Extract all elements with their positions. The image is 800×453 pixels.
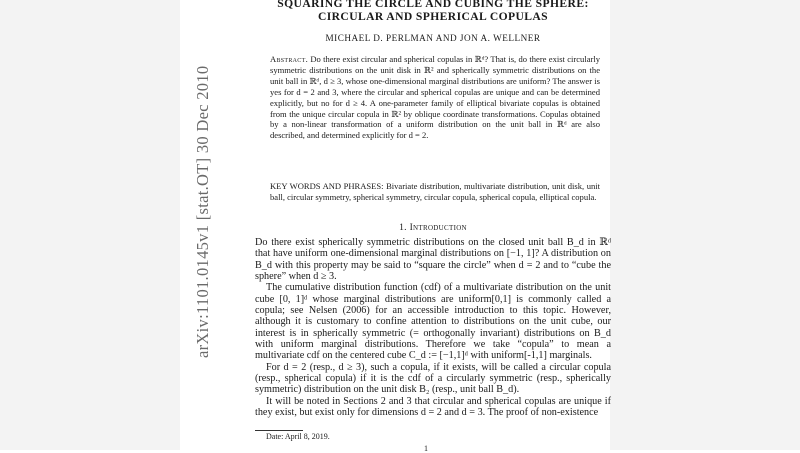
- paper-title-line-2: CIRCULAR AND SPHERICAL COPULAS: [317, 10, 549, 23]
- section-number: 1.: [399, 222, 407, 233]
- arxiv-identifier: arXiv:1101.0145v1 [stat.OT] 30 Dec 2010: [193, 65, 212, 359]
- abstract-text: Do there exist circular and spherical copulas in ℝᵈ? That is, do there exist circularly symmetric distributions on the unit disk in ℝ² and spherically symmetric distributions on the unit ball in ℝᵈ, d ≥ 3, whose one-dimensional marginal distributions are uniform? The answer is yes for d = 2 and 3, where the circular and spherical copulas are unique and can be determined explicitly, but no for d ≥ 4. A one-parameter family of elliptical bivariate copulas is obtained from the unique circular copula in ℝ² by oblique coordinate transformations. Copulas obtained by a non-linear transformation of a uniform distribution on the unit ball in ℝᵈ are also described, and determined explicitly for d = 2.: [270, 54, 600, 141]
- abstract-label: Abstract.: [270, 54, 309, 64]
- section-heading: [255, 222, 611, 233]
- abstract-block: [270, 54, 600, 141]
- footnote-date: Date: April 8, 2019.: [266, 432, 330, 441]
- right-margin-background: [610, 0, 800, 450]
- page-number: 1: [424, 444, 428, 453]
- paper-title-line-1: SQUARING THE CIRCLE AND CUBING THE SPHERE:: [277, 0, 589, 10]
- paper-authors: MICHAEL D. PERLMAN AND JON A. WELLNER: [325, 33, 541, 43]
- left-margin-background: [0, 0, 180, 450]
- section-title: Introduction: [409, 222, 467, 233]
- paragraph-4: It will be noted in Sections 2 and 3 that circular and spherical copulas are unique if they exist, but exist only for dimensions d = 2 and d = 3. The proof of non-existence: [255, 395, 611, 419]
- footnote-rule: [255, 430, 303, 431]
- keywords: KEY WORDS AND PHRASES: Bivariate distribution, multivariate distribution, unit disk, unit ball, circular symmetry, spherical symmetry, circular copula, spherical copula, elliptical copula.: [270, 181, 600, 202]
- paragraph-3: For d = 2 (resp., d ≥ 3), such a copula, if it exists, will be called a circular copula (resp., spherical copula) if it is the cdf of a circularly symmetric (resp., spherically symmetric) distribution on the unit disk B₂ (resp., unit ball B_d).: [255, 361, 611, 396]
- paragraph-2: The cumulative distribution function (cdf) of a multivariate distribution on the unit cube [0, 1]ᵈ whose marginal distributions are uniform[0,1] is commonly called a copula; see Nelsen (2006) for an accessible introduction to this topic. However, although it is customary to confine attention to distributions on the unit cube, our interest is in spherically symmetric (= orthogonally invariant) distributions on B_d with uniform marginal distributions. Therefore we take “copula” to mean a multivariate cdf on the centered cube C_d := [−1,1]ᵈ with uniform[-1,1] marginals.: [255, 282, 611, 362]
- body-text: [255, 237, 611, 419]
- paragraph-1: Do there exist spherically symmetric distributions on the closed unit ball B_d in ℝᵈ that have uniform one-dimensional marginal distributions on [−1, 1]? A distribution on B_d with this property may be said to “square the circle” when d = 2 and to “cube the sphere” when d ≥ 3.: [255, 237, 611, 283]
